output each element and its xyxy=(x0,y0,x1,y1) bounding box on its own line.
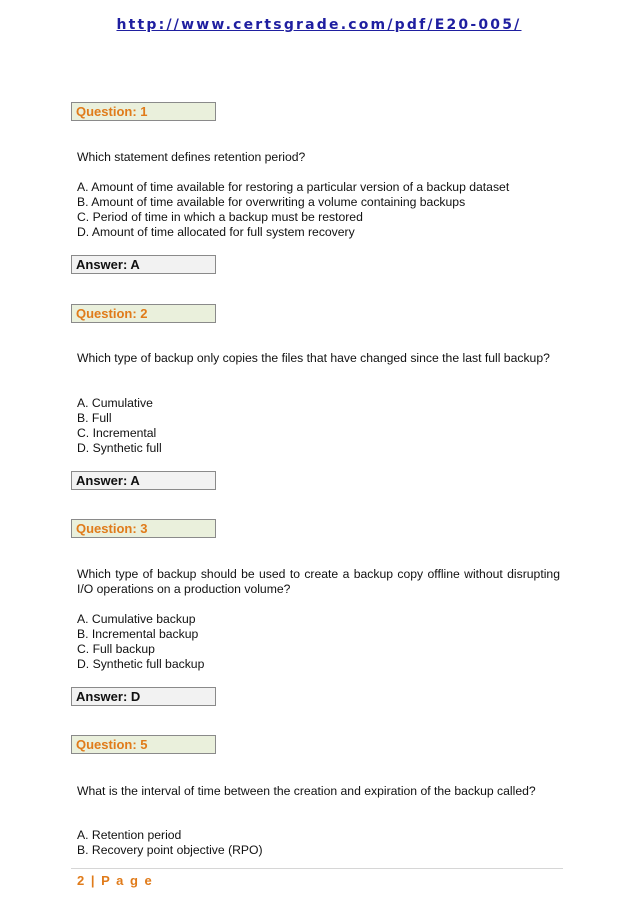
option-item: D. Synthetic full backup xyxy=(77,657,205,671)
options-list xyxy=(77,828,567,858)
option-item: B. Incremental backup xyxy=(77,627,199,641)
option-item: D. Synthetic full xyxy=(77,441,162,455)
question-label: Question: 3 xyxy=(71,519,216,538)
answer-label: Answer: A xyxy=(71,471,216,490)
option-item: A. Cumulative xyxy=(77,396,153,410)
options-list xyxy=(77,612,567,672)
answer-label: Answer: A xyxy=(71,255,216,274)
question-text: Which statement defines retention period? xyxy=(77,150,306,164)
option-item: B. Recovery point objective (RPO) xyxy=(77,843,263,857)
option-item: A. Amount of time available for restoring a particular version of a backup dataset xyxy=(77,180,510,194)
question-label: Question: 1 xyxy=(71,102,216,121)
option-item: A. Cumulative backup xyxy=(77,612,196,626)
page-number: 2 | P a g e xyxy=(77,873,154,888)
options-list xyxy=(77,180,567,240)
question-label: Question: 2 xyxy=(71,304,216,323)
question-text: Which type of backup should be used to create a backup copy offline without disrupting I/O operations on a production volume? xyxy=(77,567,560,596)
option-item: A. Retention period xyxy=(77,828,182,842)
footer-divider xyxy=(71,868,563,869)
question-text: Which type of backup only copies the files that have changed since the last full backup? xyxy=(77,351,550,365)
header-url-link[interactable]: http://www.certsgrade.com/pdf/E20-005/ xyxy=(116,17,522,33)
option-item: C. Full backup xyxy=(77,642,155,656)
option-item: B. Full xyxy=(77,411,112,425)
options-list xyxy=(77,396,567,456)
question-label: Question: 5 xyxy=(71,735,216,754)
answer-label: Answer: D xyxy=(71,687,216,706)
option-item: D. Amount of time allocated for full system recovery xyxy=(77,225,355,239)
option-item: C. Incremental xyxy=(77,426,157,440)
option-item: B. Amount of time available for overwriting a volume containing backups xyxy=(77,195,466,209)
option-item: C. Period of time in which a backup must be restored xyxy=(77,210,363,224)
question-text: What is the interval of time between the creation and expiration of the backup called? xyxy=(77,784,536,798)
